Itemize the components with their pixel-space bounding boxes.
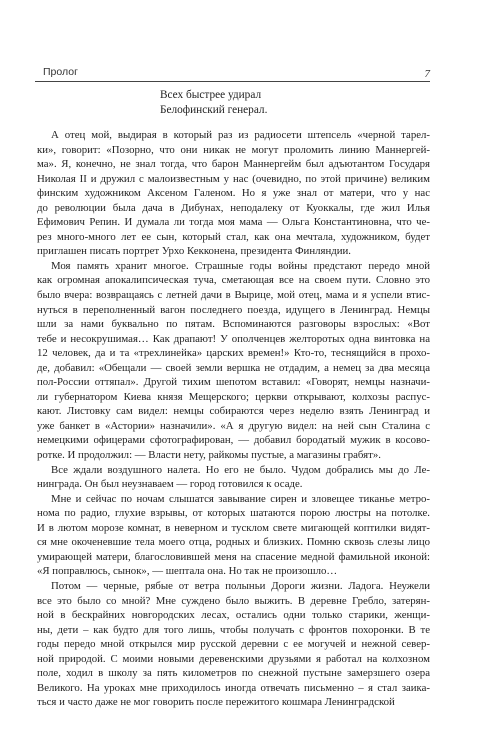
text-line: шли за нами буквально по пятам. Вспоминаются разговоры взрослых: «Вот (37, 318, 430, 331)
text-line: нома по радио, глухие взрывы, от которых шатаются порою люстры на потолке. (37, 507, 430, 520)
text-line: нинграда. Он был неузнаваем — город готовился к осаде. (37, 478, 303, 491)
text-line: ли губернатором Киева князя Мещерского; церкви открывают, колхозы распус- (37, 390, 430, 403)
text-line: ся мне окоченевшие тела моего отца, родных и близких. Помню сквозь слезы лицо (37, 536, 430, 549)
text-line: было вчера: возвращаясь с летней дачи в Вырице, мой отец, мама и я успели втис- (37, 289, 430, 302)
text-line: немецкими офицерами сфотографирован, — добавил бородатый мужик в косово- (37, 434, 430, 447)
paragraph (37, 259, 430, 463)
text-line: умирающей матери, благословившей меня на спасение медной фамильной иконой: (37, 550, 430, 563)
text-line: кают. Листовку сам видел: немцы собираются через неделю взять Ленинград и (37, 405, 430, 418)
text-line: «Я поправлюсь, сынок», — шептала она. Но так не произошло… (37, 565, 338, 578)
text-line: ны, дети – как будто для того лишь, чтобы получать с фронтов похоронки. В те (37, 623, 430, 636)
text-line: А отец мой, выдирая в который раз из радиосети штепсель «черной тарел- (51, 129, 430, 141)
header-rule (35, 81, 430, 82)
text-line: поле, ходил в школу за пять километров по снежной пустыне замерзшего озера (37, 667, 430, 680)
body-text (37, 128, 430, 710)
text-line: финским художником Аксеном Галеном. Но я уже знал от матери, что у нас (37, 187, 430, 200)
epigraph-line: Белофинский генерал. (160, 104, 268, 116)
text-line: годы передо мной открылся мир русской деревни с ее могучей и нежной север- (37, 638, 430, 651)
text-line: де, добавил: «Обещали — своей земли вершка не отдадим, а немец за два месяца (37, 361, 430, 374)
text-line: ться и часто даже не мог говорить после пережитого кошмара Ленинградской (37, 696, 395, 709)
page-number: 7 (424, 68, 430, 80)
running-header (35, 66, 430, 84)
text-line: ма». Я, конечно, не знал тогда, что барон Маннергейм был адъютантом Государя (37, 158, 430, 171)
section-title: Пролог (43, 66, 78, 78)
text-line: приглашен писать портрет Урхо Кекконена, президента Финляндии. (37, 245, 351, 258)
text-line: ной в бескрайних новгородских лесах, остались одни только старики, женщи- (37, 609, 430, 622)
text-line: Все ждали воздушного налета. Но его не было. Чудом добрались мы до Ле- (51, 463, 430, 476)
epigraph (160, 88, 267, 118)
text-line: 12 человек, да и та «трехлинейка» царских времен!» Кто-то, теснящийся в прохо- (37, 347, 430, 360)
paragraph (37, 463, 430, 492)
text-line: все это было со мной? Мне суждено было выжить. В деревне Гребло, затерян- (37, 594, 430, 607)
paragraph (37, 128, 430, 259)
text-line: нуться в переполненный вагон последнего поезда, идущего в Ленинград. Немцы (37, 303, 430, 316)
text-line: ки», говорит: «Позорно, что они никак не могут проломить линию Маннергей- (37, 143, 430, 156)
text-line: рез много-много лет ее сын, который стал, как она мечтала, художником, будет (37, 230, 430, 243)
epigraph-line: Всех быстрее удирал (160, 89, 262, 101)
text-line: ной природой. С моими новыми деревенскими друзьями я работал на колхозном (37, 652, 430, 665)
paragraph (37, 579, 430, 710)
text-line: Великого. На уроках мне приходилось иногда отвечать письменно – я стал заика- (37, 681, 430, 694)
text-line: как огромная апокалипсическая туча, сметающая все на своем пути. Словно это (37, 274, 430, 287)
text-line: ротке. И продолжил: — Власти нету, райкомы пустые, а магазины грабят». (37, 449, 381, 462)
text-line: И в лютом морозе комнат, в неверном и тусклом свете мигающей коптилки видят- (37, 521, 430, 534)
paragraph (37, 492, 430, 579)
text-line: Потом — черные, рябые от ветра полыньи Дороги жизни. Ладога. Неужели (51, 579, 430, 592)
text-line: уже банкет в «Астории» назначили». «А я другую видел: на ней сын Сталина с (37, 419, 430, 432)
text-line: Николая II и дружил с малоизвестным у нас (очевидно, по этой причине) великим (37, 172, 430, 185)
text-line: тебе и несокрушимая… Как драпают! У ополченцев желторотых одна винтовка на (37, 332, 430, 345)
text-line: до революции была дача в Дибунах, неподалеку от Куоккалы, где жил Илья (37, 201, 430, 214)
text-line: Мне и сейчас по ночам слышатся завывание сирен и зловещее тиканье метро- (51, 492, 430, 505)
text-line: Моя память хранит многое. Страшные годы войны предстают передо мной (51, 259, 430, 272)
text-line: пол-России оттяпал». Другой тихим шепотом вставил: «Говорят, немцы назначи- (37, 376, 430, 389)
text-line: Ефимович Репин. И думала ли тогда моя мама — Ольга Константиновна, что че- (37, 216, 430, 229)
